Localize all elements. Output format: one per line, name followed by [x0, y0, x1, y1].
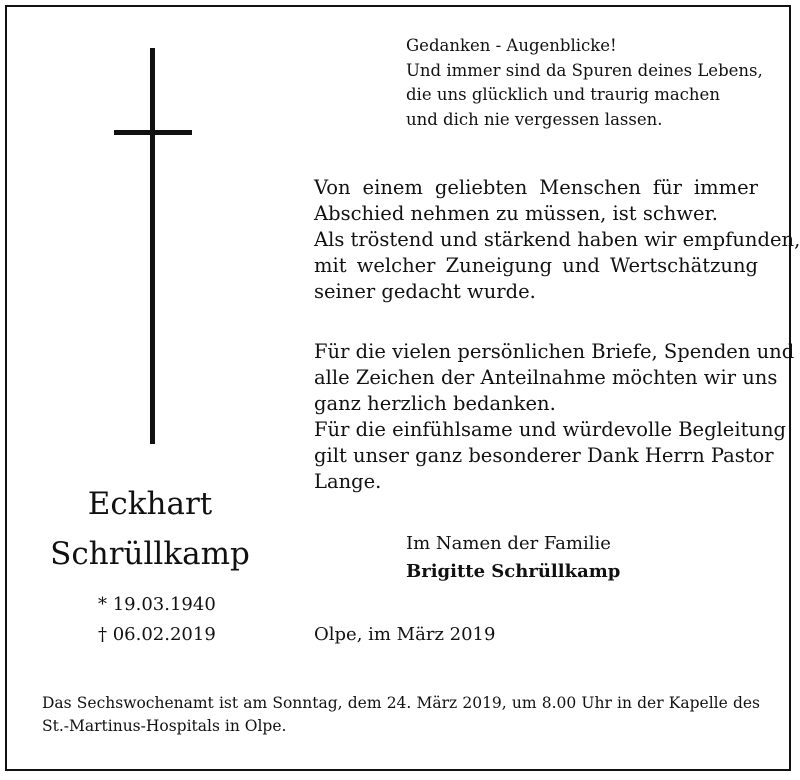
death-date: † 06.02.2019	[98, 624, 216, 645]
memorial-service-note	[42, 692, 760, 738]
cross-vertical-bar	[150, 48, 155, 444]
paragraph-line: Von einem geliebten Menschen für immer	[314, 176, 758, 199]
paragraph-line: Lange.	[314, 470, 382, 493]
poem	[406, 34, 776, 132]
paragraph-line: Als tröstend und stärkend haben wir empfunden,	[314, 228, 800, 251]
family-signature	[406, 530, 620, 586]
place-and-date: Olpe, im März 2019	[314, 624, 496, 645]
paragraph-line: Für die einfühlsame und würdevolle Begleitung	[314, 418, 786, 441]
paragraph-line: Für die vielen persönlichen Briefe, Spenden und	[314, 340, 795, 363]
poem-line: und dich nie vergessen lassen.	[406, 109, 663, 129]
cross-horizontal-bar	[114, 130, 192, 135]
poem-line: die uns glücklich und traurig machen	[406, 85, 720, 104]
thanks-paragraph-1	[314, 175, 800, 305]
footer-line: St.-Martinus-Hospitals in Olpe.	[42, 717, 287, 735]
thanks-paragraph-2	[314, 339, 795, 495]
paragraph-line: alle Zeichen der Anteilnahme möchten wir uns	[314, 366, 778, 389]
paragraph-line: seiner gedacht wurde.	[314, 280, 536, 303]
family-intro: Im Namen der Familie	[406, 533, 611, 554]
paragraph-line: ganz herzlich bedanken.	[314, 392, 556, 415]
poem-line: Und immer sind da Spuren deines Lebens,	[406, 60, 763, 80]
poem-line: Gedanken - Augenblicke!	[406, 36, 617, 55]
paragraph-line: Abschied nehmen zu müssen, ist schwer.	[314, 202, 718, 225]
footer-line: Das Sechswochenamt ist am Sonntag, dem 24. März 2019, um 8.00 Uhr in der Kapelle des	[42, 694, 760, 712]
paragraph-line: mit welcher Zuneigung und Wertschätzung	[314, 254, 758, 277]
deceased-last-name: Schrüllkamp	[50, 536, 250, 572]
birth-date: * 19.03.1940	[98, 594, 216, 615]
deceased-first-name: Eckhart	[87, 486, 213, 522]
paragraph-line: gilt unser ganz besonderer Dank Herrn Pastor	[314, 444, 774, 467]
signer-name: Brigitte Schrüllkamp	[406, 561, 621, 582]
